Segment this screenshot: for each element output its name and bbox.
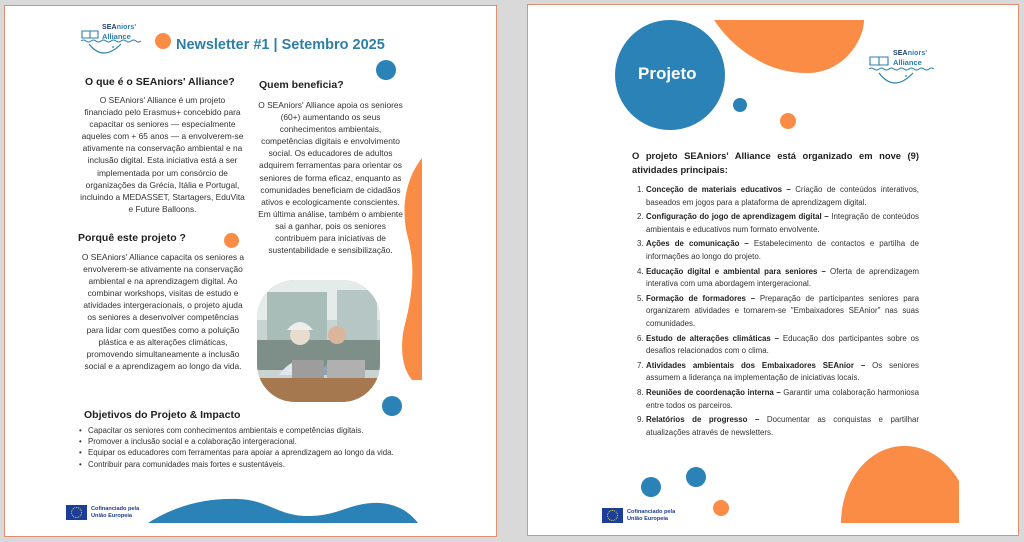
objectives-heading: Objetivos do Projeto & Impacto <box>84 409 241 421</box>
activity-title: Estudo de alterações climáticas – <box>646 333 780 343</box>
eu-label-line2: União Europeia <box>91 512 133 519</box>
activity-number: 8. <box>637 387 644 397</box>
decor-orange-dot <box>224 233 239 248</box>
eu-cofunded-badge <box>602 508 675 523</box>
section-body-why: O SEAniors' Alliance capacita os seniores a envolverem-se ativamente na conservação ambiental e na aprendizagem digital. Ao combinar workshops, visitas de estudo e atividades intergeracionais, o projeto ajuda os seniores a desenvolver competências para lidar com questões como a poluição plástica e as alterações climáticas, promovendo simultaneamente a inclusão social e a aprendizagem ao longo da vida. <box>81 252 245 371</box>
activity-desc: Criação de conteúdos interativos, baseados em jogos para a plataforma de aprendizagem digital. <box>646 185 919 207</box>
section-body-what-is: O SEAniors' Alliance é um projeto financiado pelo Erasmus+ concebido para capacitar os seniores — especialmente aqueles com + 65 anos — a envolverem-se ativamente na conservação ambiental e na inclusão digital. Esta iniciativa está a ser implementada por um consórcio de organizações da Grécia, Itália e Portugal, incluindo a MEDASSET, Startagers, EduVita e Future Balloons. <box>80 95 245 214</box>
activity-item <box>637 238 919 263</box>
activity-desc: Os seniores assumem a liderança na implementação de iniciativas locais. <box>646 360 920 383</box>
logo-text-alliance: Alliance <box>102 32 131 41</box>
eu-label-line1: Cofinanciado pela <box>91 505 140 512</box>
activity-item <box>637 414 919 439</box>
activity-item <box>637 333 919 358</box>
decor-orange-wave <box>398 158 422 380</box>
logo-text-niors: niors' <box>907 50 928 57</box>
activity-desc: Documentar as conquistas e partilhar atualizações através de newsletters. <box>646 415 919 437</box>
activity-item <box>637 211 919 236</box>
objectives-list <box>78 425 408 470</box>
section-heading-what-is: O que é o SEAniors' Alliance? <box>85 76 235 88</box>
seniors-laptop-photo <box>257 280 380 402</box>
activity-title: Configuração do jogo de aprendizagem digital – <box>646 212 829 222</box>
activity-title: Relatórios de progresso – <box>646 415 760 425</box>
eu-label-line2: União Europeia <box>627 515 669 522</box>
logo-text-niors: niors' <box>116 24 137 31</box>
activity-desc: Preparação de participantes seniores para organizarem atividades e tornarem-se "Embaixadores SEAnior" nas suas comunidades. <box>646 293 920 328</box>
activity-title: Formação de formadores – <box>646 293 756 303</box>
objective-item: • Capacitar os seniores com conhecimentos ambientais e competências digitais. <box>78 425 408 436</box>
activity-desc: Oferta de aprendizagem interativa com uma abordagem intergeracional. <box>646 266 919 289</box>
eu-cofunded-badge <box>66 505 139 520</box>
activity-title: Conceção de materiais educativos – <box>646 185 791 194</box>
objective-item: • Promover a inclusão social e a colaboração intergeracional. <box>78 436 408 447</box>
logo-text-sea: SEA <box>102 24 117 31</box>
eu-label-line1: Cofinanciado pela <box>627 508 676 515</box>
activity-number: 1. <box>637 185 644 194</box>
activity-number: 5. <box>637 293 644 303</box>
decor-blue-dot <box>686 467 706 487</box>
objective-item: • Equipar os educadores com ferramentas para apoiar a aprendizagem ao longo da vida. <box>78 447 408 458</box>
activity-title: Educação digital e ambiental para seniores – <box>646 266 826 276</box>
logo-text-sea: SEA <box>893 50 908 57</box>
activity-number: 3. <box>637 239 644 249</box>
decor-blue-dot <box>382 396 402 416</box>
activity-number: 4. <box>637 266 644 276</box>
activity-number: 7. <box>637 360 644 370</box>
seaniors-logo <box>868 46 942 94</box>
decor-orange-dot <box>713 500 729 516</box>
activity-title: Reuniões de coordenação interna – <box>646 387 781 397</box>
decor-blue-dot <box>641 477 661 497</box>
decor-orange-semicircle <box>841 446 959 523</box>
objective-item: • Contribuir para comunidades mais fortes e sustentáveis. <box>78 459 408 470</box>
activity-title: Ações de comunicação – <box>646 239 749 249</box>
section-heading-why: Porquê este projeto ? <box>78 232 186 244</box>
activity-item <box>637 387 919 412</box>
activity-number: 6. <box>637 333 644 343</box>
activity-number: 9. <box>637 415 644 425</box>
decor-orange-dot <box>155 33 171 49</box>
decor-blue-dot <box>376 60 396 80</box>
projeto-title: Projeto <box>638 64 697 83</box>
photo-illustration <box>257 280 380 402</box>
eu-flag-icon <box>66 505 87 520</box>
activity-desc: Educação dos participantes sobre os desafios relacionados com o clima. <box>646 333 920 356</box>
activity-desc: Garantir uma colaboração harmoniosa entre todos os parceiros. <box>646 387 919 410</box>
activity-item <box>637 360 919 385</box>
activity-item <box>637 266 919 291</box>
decor-blue-dot <box>733 98 747 112</box>
section-heading-who-benefits: Quem beneficia? <box>259 79 344 91</box>
section-body-who-benefits: O SEAniors' Alliance apoia os seniores (60+) aumentando os seus conhecimentos ambientais, competências digitais e envolvimento social. Os educadores de adultos adquirem ferramentas para orientar os seniores de forma eficaz, enquanto as comunidades beneficiam de cidadãos ativos e ecologicamente conscientes. Em última análise, também o ambiente sai a ganhar, pois os seniores contribuem para iniciativas de sustentabilidade e sensibilização. <box>258 100 403 256</box>
eu-flag-icon <box>602 508 623 523</box>
activities-list <box>637 184 919 441</box>
seaniors-logo <box>80 20 150 60</box>
decor-orange-dot <box>780 113 796 129</box>
activity-item <box>637 293 919 331</box>
activity-number: 2. <box>637 212 644 222</box>
logo-text-alliance: Alliance <box>893 58 922 67</box>
activity-item <box>637 184 919 209</box>
decor-blue-wave <box>148 496 418 524</box>
decor-orange-halfcircle <box>714 20 864 74</box>
activity-desc: Integração de conteúdos ambientais e educativos num formato envolvente. <box>646 212 919 234</box>
activity-desc: Estabelecimento de contactos e partilha de informações ao longo do projeto. <box>646 239 919 261</box>
projeto-intro: O projeto SEAniors' Alliance está organizado em nove (9) atividades principais: <box>632 150 919 175</box>
newsletter-title: Newsletter #1 | Setembro 2025 <box>176 37 385 53</box>
activity-title: Atividades ambientais dos Embaixadores SEAnior – <box>646 360 866 370</box>
